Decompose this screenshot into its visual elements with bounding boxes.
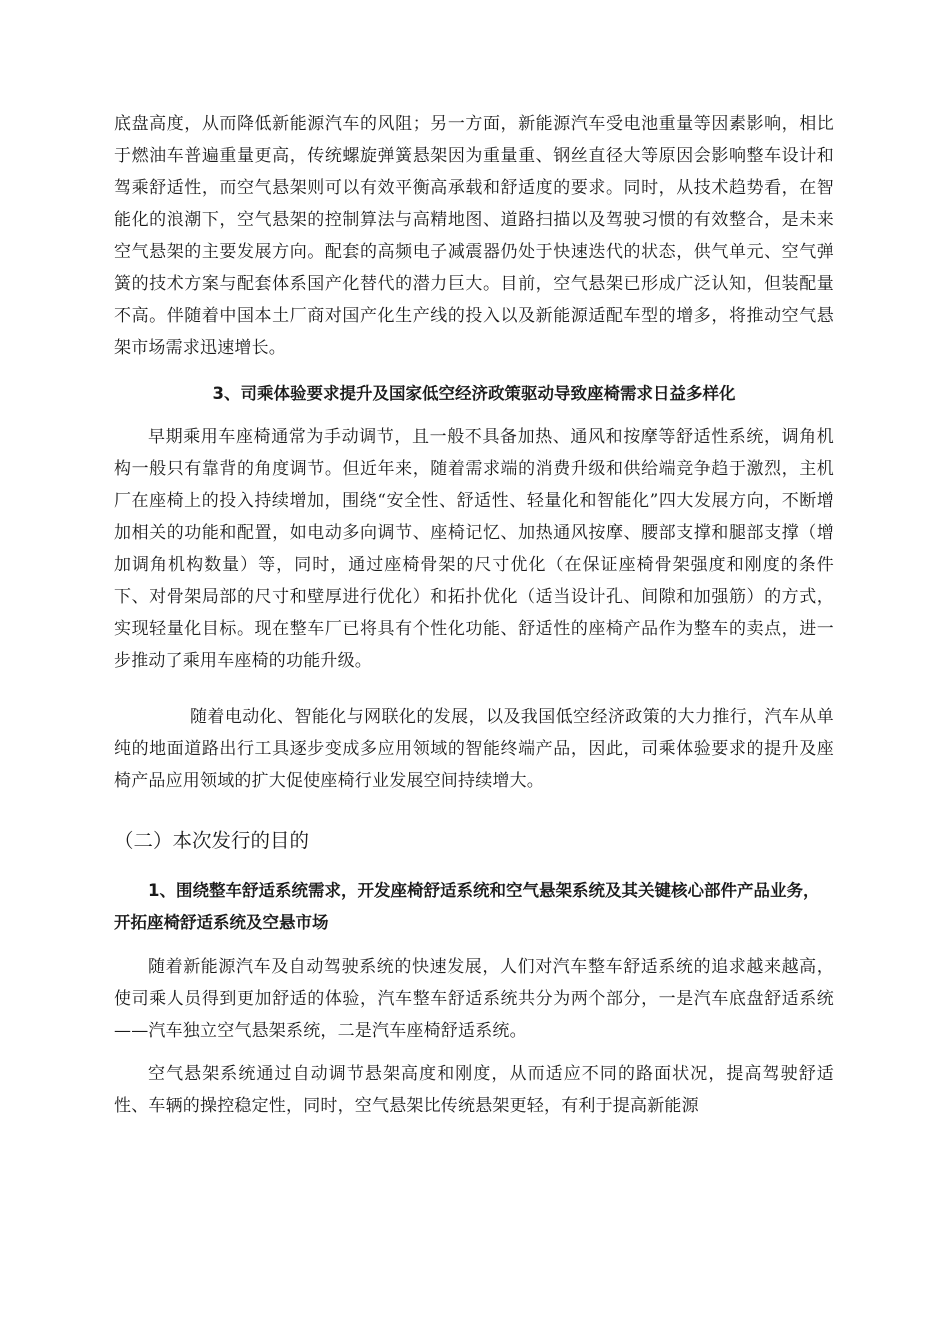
section-heading-issuance-purpose: （二）本次发行的目的 <box>114 829 310 852</box>
heading-comfort-system: 1、围绕整车舒适系统需求，开发座椅舒适系统和空气悬架系统及其关键核心部件产品业务，开拓座椅舒适系统及空悬市场 <box>114 881 820 932</box>
paragraph-air-suspension-intro: 底盘高度，从而降低新能源汽车的风阻；另一方面，新能源汽车受电池重量等因素影响，相比于燃油车普遍重量更高，传统螺旋弹簧悬架因为重量重、钢丝直径大等原因会影响整车设计和驾乘舒适性，而空气悬架则可以有效平衡高承载和舒适度的要求。同时，从技术趋势看，在智能化的浪潮下，空气悬架的控制算法与高精地图、道路扫描以及驾驶习惯的有效整合，是未来空气悬架的主要发展方向。配套的高频电子减震器仍处于快速迭代的状态，供气单元、空气弹簧的技术方案与配套体系国产化替代的潜力巨大。目前，空气悬架已形成广泛认知，但装配量不高。伴随着中国本土厂商对国产化生产线的投入以及新能源适配车型的增多，将推动空气悬架市场需求迅速增长。 <box>114 114 834 358</box>
paragraph-air-suspension-benefits: 空气悬架系统通过自动调节悬架高度和刚度，从而适应不同的路面状况，提高驾驶舒适性、车辆的操控稳定性，同时，空气悬架比传统悬架更轻，有利于提高新能源 <box>114 1064 834 1116</box>
paragraph-comfort-system: 随着新能源汽车及自动驾驶系统的快速发展，人们对汽车整车舒适系统的追求越来越高，使司乘人员得到更加舒适的体验，汽车整车舒适系统共分为两个部分，一是汽车底盘舒适系统——汽车独立空气悬架系统，二是汽车座椅舒适系统。 <box>114 957 834 1041</box>
document-page <box>114 108 834 1122</box>
paragraph-seat-evolution: 早期乘用车座椅通常为手动调节，且一般不具备加热、通风和按摩等舒适性系统，调角机构一般只有靠背的角度调节。但近年来，随着需求端的消费升级和供给端竞争趋于激烈，主机厂在座椅上的投入持续增加，围绕“安全性、舒适性、轻量化和智能化”四大发展方向，不断增加相关的功能和配置，如电动多向调节、座椅记忆、加热通风按摩、腰部支撑和腿部支撑（增加调角机构数量）等，同时，通过座椅骨架的尺寸优化（在保证座椅骨架强度和刚度的条件下、对骨架局部的尺寸和壁厚进行优化）和拓扑优化（适当设计孔、间隙和加强筋）的方式，实现轻量化目标。现在整车厂已将具有个性化功能、舒适性的座椅产品作为整车的卖点，进一步推动了乘用车座椅的功能升级。 <box>114 427 834 671</box>
heading-seat-demand: 3、司乘体验要求提升及国家低空经济政策驱动导致座椅需求日益多样化 <box>212 384 736 403</box>
paragraph-seat-outlook: 随着电动化、智能化与网联化的发展，以及我国低空经济政策的大力推行，汽车从单纯的地面道路出行工具逐步变成多应用领域的智能终端产品，因此，司乘体验要求的提升及座椅产品应用领域的扩大促使座椅行业发展空间持续增大。 <box>114 707 834 791</box>
